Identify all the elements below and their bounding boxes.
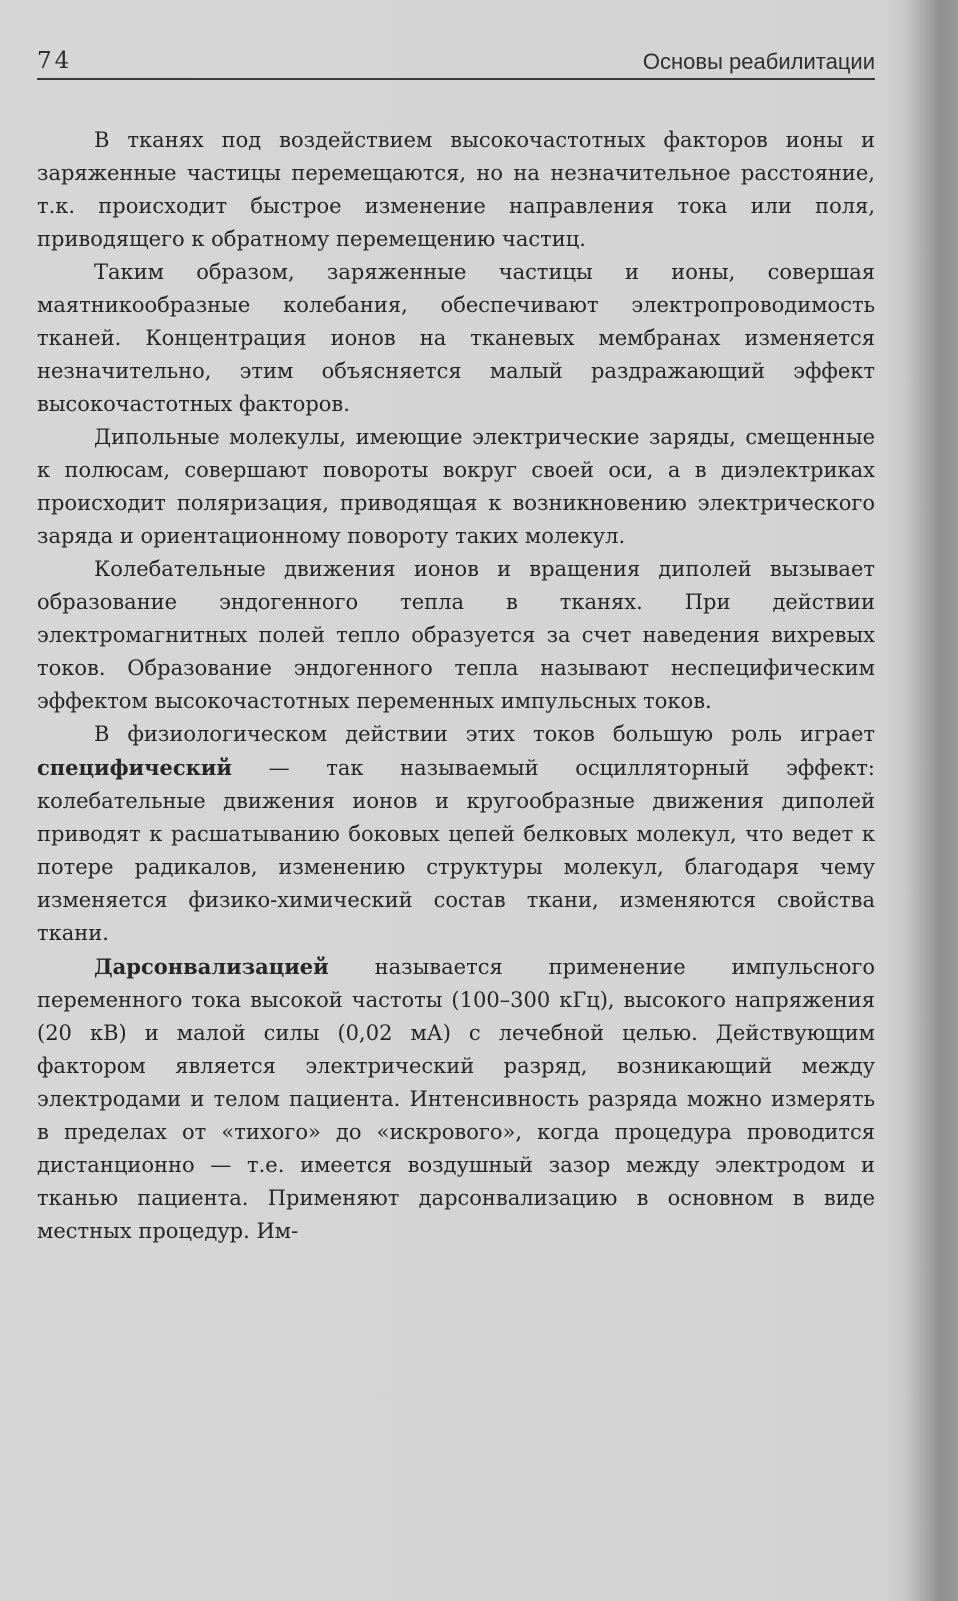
paragraph-lead-text: В физиологическом действии этих токов большую роль играет [94,722,875,746]
body-text [37,124,875,1248]
paragraph: Дипольные молекулы, имеющие электрические заряды, смещенные к полюсам, совершают повороты вокруг своей оси, а в диэлектриках происходит поляризация, приводящая к возникновению электрического заряда и ориентационному повороту таких молекул. [37,425,875,548]
bold-term-specific: специфический [37,755,232,780]
bold-term-darsonvalization: Дарсонвализацией [94,954,329,979]
paragraph [37,950,875,1248]
paragraph: В тканях под воздействием высокочастотных факторов ионы и заряженные частицы перемещаются, но на незначительное расстояние, т.к. происходит быстрое изменение направления тока или поля, приводящего к обратному перемещению частиц. [37,128,875,251]
paragraph: Таким образом, заряженные частицы и ионы, совершая маятникообразные колебания, обеспечивают электропроводимость тканей. Концентрация ионов на тканевых мембранах изменяется незначительно, этим объясняется малый раздражающий эффект высокочастотных факторов. [37,260,875,416]
paragraph-rest-text: называется применение импульсного переменного тока высокой частоты (100–300 кГц), высокого напряжения (20 кВ) и малой силы (0,02 мА) с лечебной целью. Действующим фактором является электрический разряд, возникающий между электродами и телом пациента. Интенсивность разряда можно измерять в пределах от «тихого» до «искрового», когда процедура проводится дистанционно — т.е. имеется воздушный зазор между электродом и тканью пациента. Применяют дарсонвализацию в основном в виде местных процедур. Им- [37,955,875,1243]
page-header [37,44,875,84]
header-rule [37,78,875,80]
running-title: Основы реабилитации [642,49,875,74]
paragraph [37,718,875,950]
page-number: 74 [37,48,73,74]
paragraph: Колебательные движения ионов и вращения диполей вызывает образование эндогенного тепла в тканях. При действии электромагнитных полей тепло образуется за счет наведения вихревых токов. Образование эндогенного тепла называют неспецифическим эффектом высокочастотных переменных импульсных токов. [37,557,875,713]
paragraph-rest-text: — так называемый осцилляторный эффект: колебательные движения ионов и кругообразные движения диполей приводят к расшатыванию боковых цепей белковых молекул, что ведет к потере радикалов, изменению структуры молекул, благодаря чему изменяется физико-химический состав ткани, изменяются свойства ткани. [37,756,875,945]
